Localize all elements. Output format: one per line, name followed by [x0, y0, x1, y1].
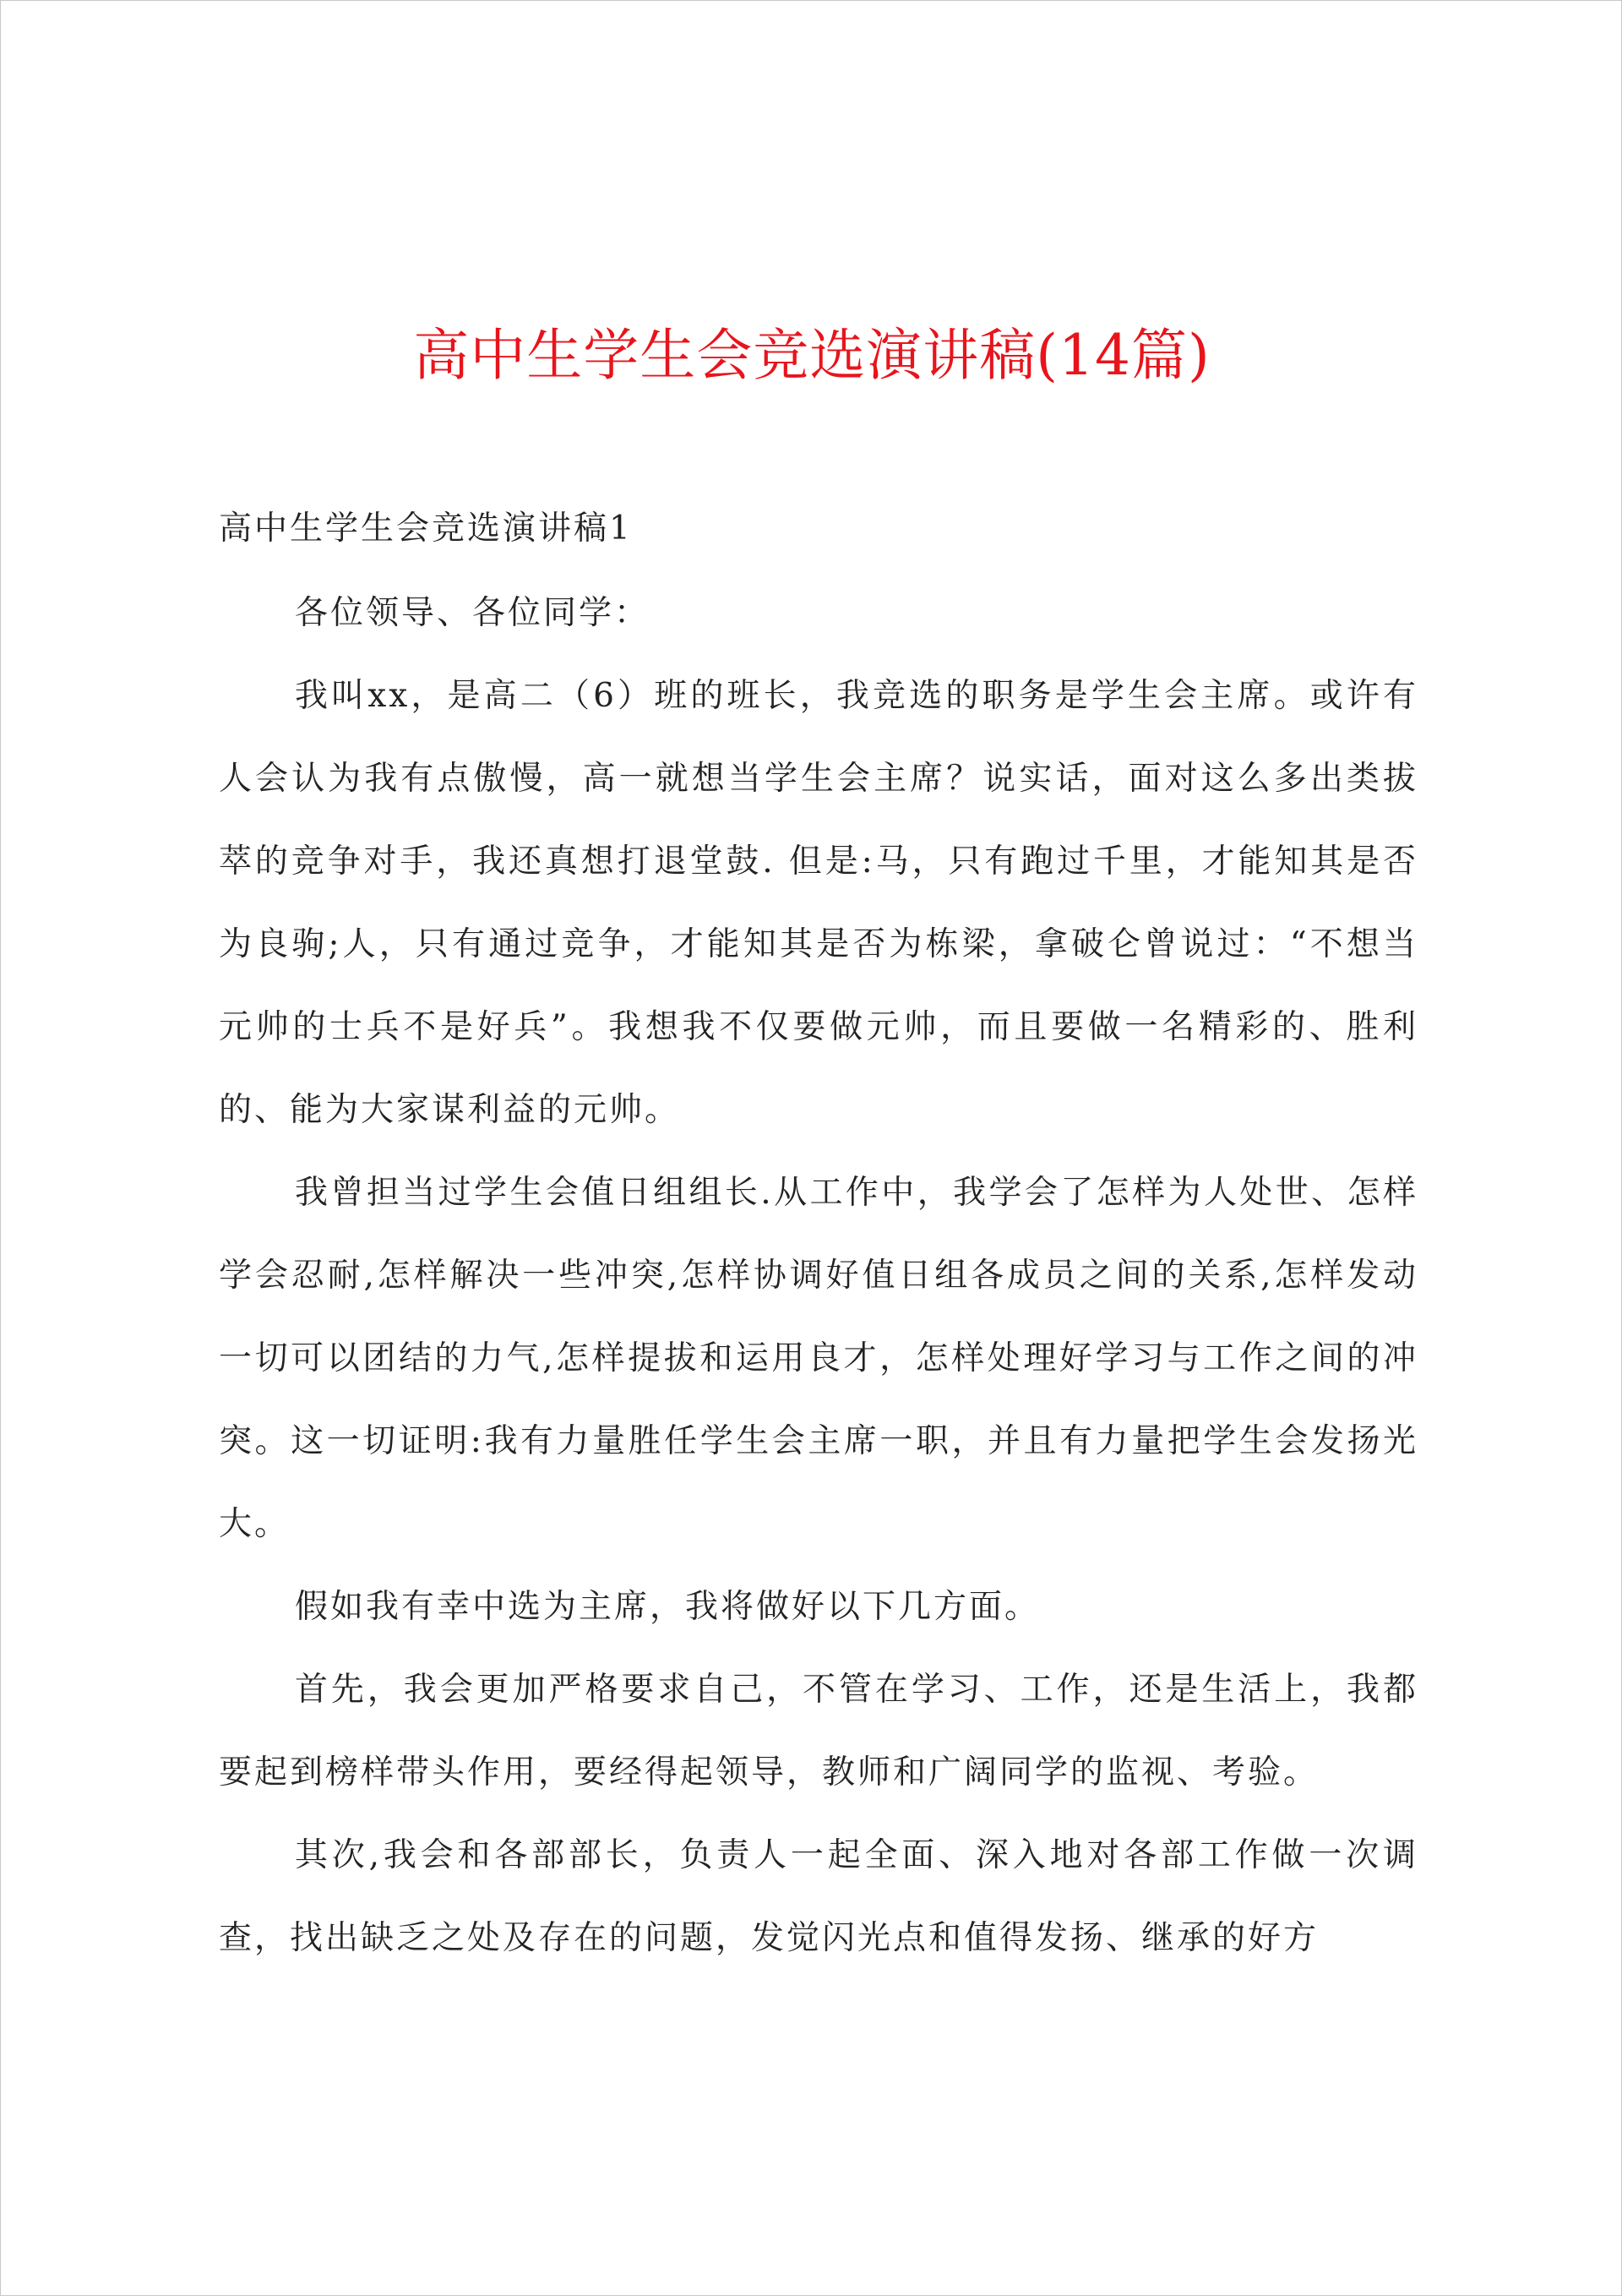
paragraph-greeting: 各位领导、各位同学： — [295, 594, 650, 632]
paragraph-plan-intro: 假如我有幸中选为主席，我将做好以下几方面。 — [295, 1588, 1041, 1626]
document-title: 高中生学生会竞选演讲稿(14篇) — [413, 323, 1211, 388]
paragraph-second-point: 其次,我会和各部部长，负责人一起全面、深入地对各部工作做一次调查，找出缺乏之处及存在的问题，发觉闪光点和值得发扬、继承的好方 — [219, 1836, 1418, 1957]
paragraph-experience: 我曾担当过学生会值日组组长.从工作中，我学会了怎样为人处世、怎样学会忍耐,怎样解决一些冲突,怎样协调好值日组各成员之间的关系,怎样发动一切可以团结的力气,怎样提拔和运用良才，怎样处理好学习与工作之间的冲突。这一切证明:我有力量胜任学生会主席一职，并且有力量把学生会发扬光大。 — [219, 1174, 1418, 1543]
paragraph-first-point: 首先，我会更加严格要求自己，不管在学习、工作，还是生活上，我都要起到榜样带头作用，要经得起领导，教师和广阔同学的监视、考验。 — [219, 1671, 1418, 1792]
paragraph-introduction: 我叫xx，是高二（6）班的班长，我竞选的职务是学生会主席。或许有人会认为我有点傲慢，高一就想当学生会主席？说实话，面对这么多出类拔萃的竞争对手，我还真想打退堂鼓. 但是:马，只有跑过千里，才能知其是否为良驹;人，只有通过竞争，才能知其是否为栋梁，拿破仑曾说过：“不想当元帅的士兵不是好兵”。我想我不仅要做元帅，而且要做一名精彩的、胜利的、能为大家谋利益的元帅。 — [219, 677, 1418, 1129]
document-body — [219, 488, 1418, 1980]
section-heading: 高中生学生会竞选演讲稿1 — [219, 510, 633, 548]
